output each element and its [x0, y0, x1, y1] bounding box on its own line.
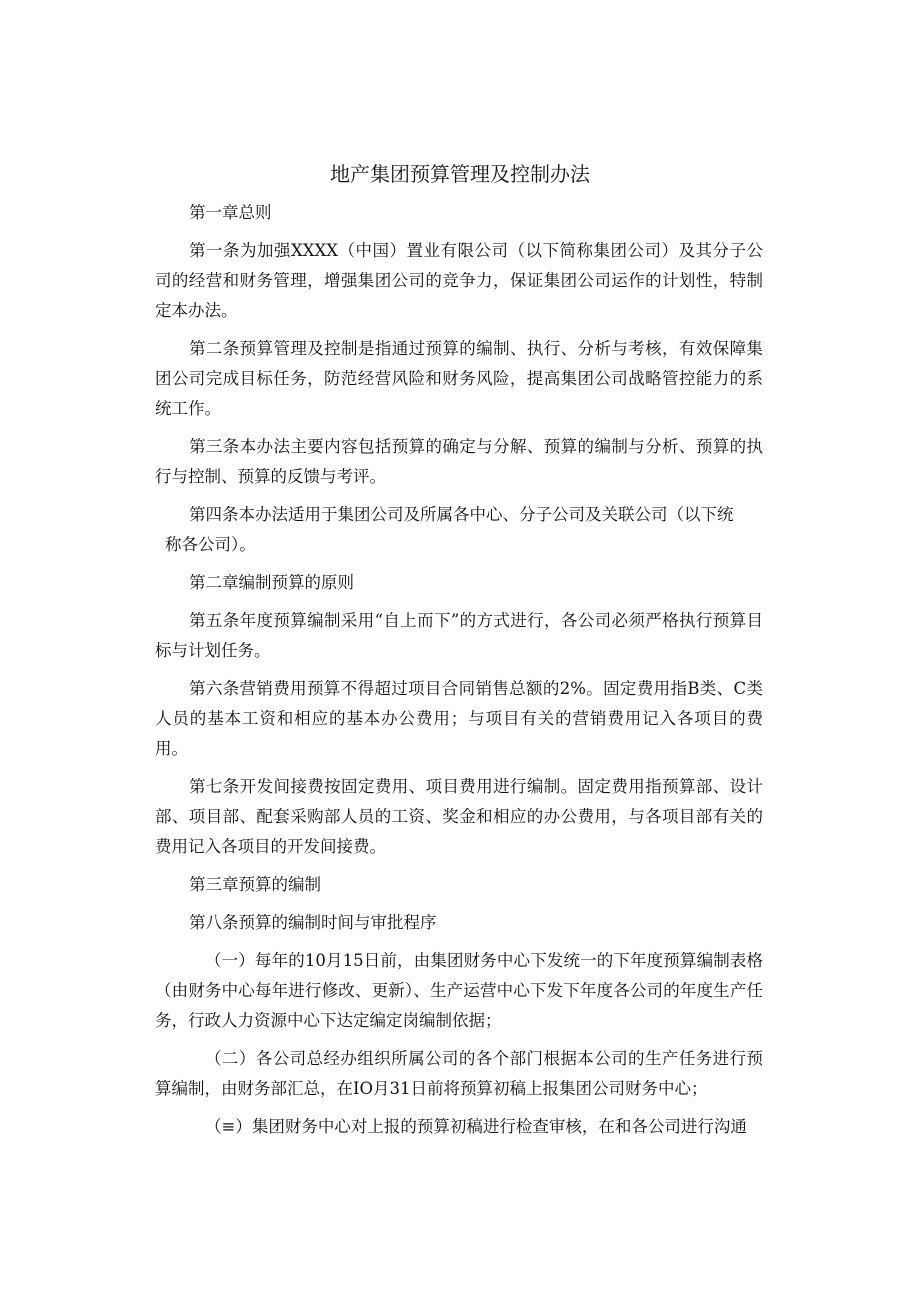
document-body: [155, 198, 763, 1142]
article-8-item-1: （一）每年的10月15日前，由集团财务中心下发统一的下年度预算编制表格（由财务中心每年进行修改、更新）、生产运营中心下发下年度各公司的年度生产任务，行政人力资源中心下达定编定岗编制依据；: [155, 951, 763, 1030]
article-8-item-2: （二）各公司总经办组织所属公司的各个部门根据本公司的生产任务进行预算编制，由财务部汇总，在IO月31日前将预算初稿上报集团公司财务中心；: [155, 1049, 763, 1098]
article-7: 第七条开发间接费按固定费用、项目费用进行编制。固定费用指预算部、设计部、项目部、配套采购部人员的工资、奖金和相应的办公费用，与各项目部有关的费用记入各项目的开发间接费。: [155, 777, 763, 856]
article-1: 第一条为加强XXXX（中国）置业有限公司（以下简称集团公司）及其分子公司的经营和财务管理，增强集团公司的竞争力，保证集团公司运作的计划性，特制定本办法。: [155, 241, 763, 320]
article-8: 第八条预算的编制时间与审批程序: [189, 913, 437, 932]
article-4-line-1: 第四条本办法适用于集团公司及所属各中心、分子公司及关联公司（以下统: [189, 505, 734, 524]
article-3: 第三条本办法主要内容包括预算的确定与分解、预算的编制与分析、预算的执行与控制、预算的反馈与考评。: [155, 437, 763, 486]
chapter-heading-2: 第二章编制预算的原则: [189, 573, 354, 592]
document-title: 地产集团预算管理及控制办法: [330, 162, 590, 186]
chapter-heading-3: 第三章预算的编制: [189, 875, 321, 894]
article-4-line-2: 称各公司）。: [165, 535, 256, 554]
article-5: 第五条年度预算编制采用“自上而下”的方式进行，各公司必须严格执行预算目标与计划任务。: [155, 611, 763, 660]
chapter-heading-1: 第一章总则: [189, 203, 272, 222]
article-4: [155, 500, 763, 560]
article-6: 第六条营销费用预算不得超过项目合同销售总额的2%。固定费用指B类、C类人员的基本工资和相应的基本办公费用；与项目有关的营销费用记入各项目的费用。: [155, 679, 763, 758]
article-8-item-3: （≡）集团财务中心对上报的预算初稿进行检查审核，在和各公司进行沟通: [205, 1117, 747, 1136]
article-2: 第二条预算管理及控制是指通过预算的编制、执行、分析与考核，有效保障集团公司完成目标任务，防范经营风险和财务风险，提高集团公司战略管控能力的系统工作。: [155, 339, 763, 418]
